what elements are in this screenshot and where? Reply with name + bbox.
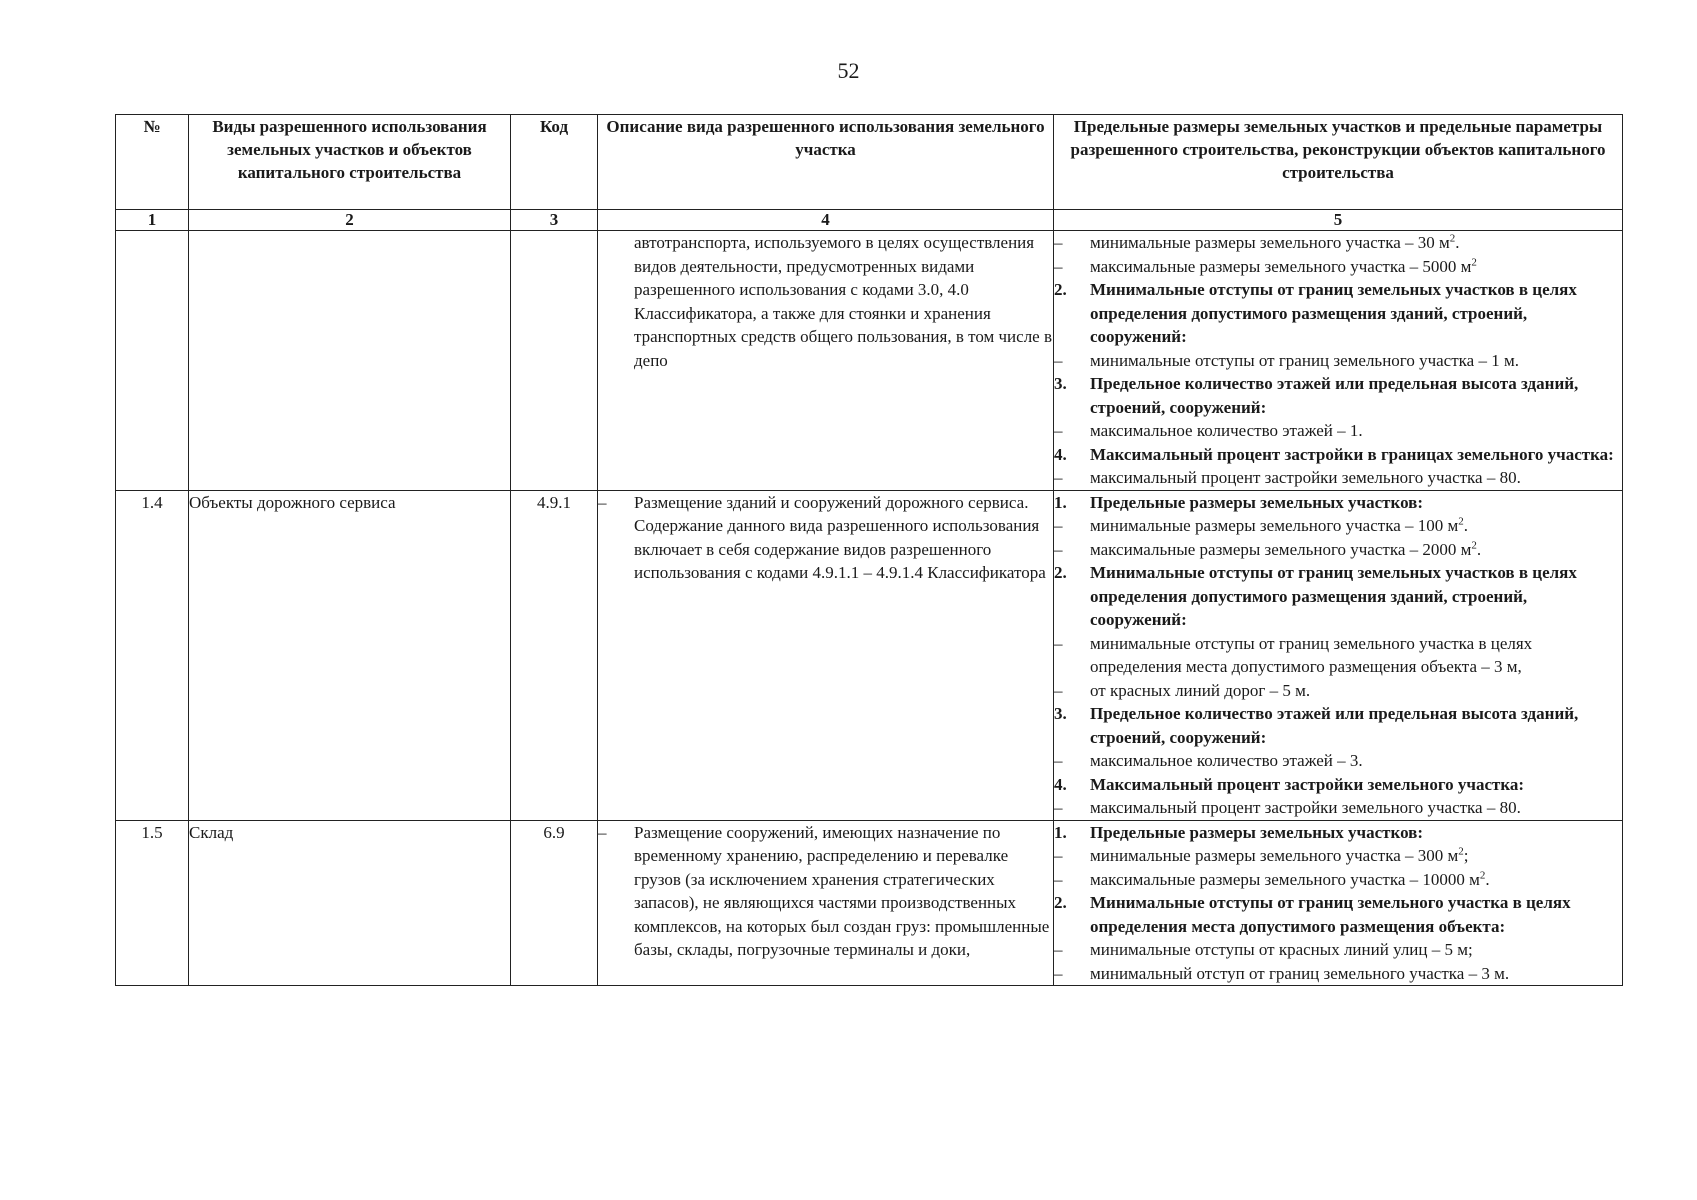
parameter-marker: – bbox=[1054, 846, 1063, 865]
parameter-text bbox=[1090, 561, 1622, 632]
parameter-value: максимальные размеры земельного участка – 10000 м bbox=[1090, 869, 1480, 889]
parameter-marker: 2. bbox=[1054, 280, 1067, 299]
parameter-marker: – bbox=[1054, 633, 1063, 653]
description-dash: – bbox=[598, 492, 607, 512]
parameter-item bbox=[1054, 749, 1622, 773]
row-use-type: Объекты дорожного сервиса bbox=[189, 490, 511, 820]
parameter-heading bbox=[1054, 773, 1622, 797]
parameter-value: максимальные размеры земельного участка – 2000 м bbox=[1090, 539, 1472, 559]
parameter-value: Предельные размеры земельных участков: bbox=[1090, 822, 1424, 842]
parameter-item bbox=[1054, 231, 1622, 255]
column-number-row bbox=[116, 210, 1623, 231]
parameter-text bbox=[1090, 891, 1622, 938]
parameter-value: Предельные размеры земельных участков: bbox=[1090, 492, 1424, 512]
parameter-marker: – bbox=[1054, 468, 1063, 487]
row-number: 1.4 bbox=[116, 490, 189, 820]
parameter-marker: – bbox=[1054, 350, 1063, 370]
parameter-item bbox=[1054, 632, 1622, 679]
unit-superscript: 2 bbox=[1458, 845, 1464, 858]
parameter-punctuation: ; bbox=[1463, 846, 1469, 865]
row-code bbox=[511, 231, 598, 491]
parameter-value: минимальные размеры земельного участка – 30 м bbox=[1090, 233, 1450, 252]
row-number: 1.5 bbox=[116, 820, 189, 986]
parameter-marker: 3. bbox=[1054, 704, 1067, 723]
row-parameters bbox=[1054, 231, 1623, 491]
column-number: 5 bbox=[1054, 210, 1623, 231]
description-text: автотранспорта, используемого в целях осуществления видов деятельности, предусмотренных видами разрешенного использования с кодами 3.0, 4.0 Классификатора, а также для стоянки и хранения транспортных средств общего пользования, в том числе в депо bbox=[634, 233, 1053, 370]
parameter-item bbox=[1054, 514, 1622, 538]
row-description bbox=[598, 820, 1054, 986]
parameter-text bbox=[1090, 349, 1622, 373]
parameter-item bbox=[1054, 868, 1622, 892]
parameter-value: минимальные отступы от границ земельного участка в целях определения места допустимого размещения объекта – 3 м, bbox=[1090, 633, 1533, 676]
parameter-marker: – bbox=[1054, 963, 1063, 983]
row-use-type: Склад bbox=[189, 820, 511, 986]
column-number: 1 bbox=[116, 210, 189, 231]
row-number bbox=[116, 231, 189, 491]
parameter-value: Предельное количество этажей или предельная высота зданий, строений, сооружений: bbox=[1090, 704, 1579, 747]
table-body bbox=[116, 231, 1623, 986]
parameter-heading bbox=[1054, 821, 1622, 845]
parameter-value: Предельное количество этажей или предельная высота зданий, строений, сооружений: bbox=[1090, 374, 1579, 417]
parameter-text bbox=[1090, 702, 1622, 749]
parameter-marker: – bbox=[1054, 256, 1063, 276]
parameter-item bbox=[1054, 962, 1622, 986]
parameter-text bbox=[1090, 514, 1622, 538]
column-number: 2 bbox=[189, 210, 511, 231]
parameter-text bbox=[1090, 868, 1622, 892]
parameter-text bbox=[1090, 419, 1622, 443]
parameter-value: максимальное количество этажей – 3. bbox=[1090, 751, 1363, 770]
parameter-text bbox=[1090, 466, 1622, 490]
header-parameters: Предельные размеры земельных участков и предельные параметры разрешенного строительства, реконструкции объектов капитального строительства bbox=[1054, 115, 1623, 210]
row-description bbox=[598, 231, 1054, 491]
parameter-text bbox=[1090, 278, 1622, 349]
parameter-text bbox=[1090, 231, 1622, 255]
parameter-heading bbox=[1054, 891, 1622, 938]
unit-superscript: 2 bbox=[1471, 255, 1477, 268]
parameter-marker: – bbox=[1054, 539, 1063, 559]
parameter-text bbox=[1090, 938, 1622, 962]
parameter-value: Минимальные отступы от границ земельного участка в целях определения места допустимого размещения объекта: bbox=[1090, 893, 1571, 936]
page-number: 52 bbox=[837, 58, 860, 83]
description-dash: – bbox=[598, 822, 607, 842]
parameter-item bbox=[1054, 466, 1622, 490]
parameter-heading bbox=[1054, 702, 1622, 749]
header-row bbox=[116, 115, 1623, 210]
parameter-value: максимальный процент застройки земельного участка – 80. bbox=[1090, 798, 1521, 817]
unit-superscript: 2 bbox=[1458, 515, 1464, 528]
header-use-types: Виды разрешенного использования земельных участков и объектов капитального строительства bbox=[189, 115, 511, 210]
parameter-value: Минимальные отступы от границ земельных участков в целях определения допустимого размещения зданий, строений, сооружений: bbox=[1090, 563, 1577, 629]
unit-superscript: 2 bbox=[1471, 538, 1477, 551]
parameter-punctuation: . bbox=[1476, 539, 1482, 559]
parameter-text bbox=[1090, 962, 1622, 986]
row-code: 4.9.1 bbox=[511, 490, 598, 820]
column-number: 3 bbox=[511, 210, 598, 231]
parameter-value: минимальные отступы от границ земельного участка – 1 м. bbox=[1090, 350, 1519, 370]
parameter-text bbox=[1090, 773, 1622, 797]
parameter-value: Максимальный процент застройки в границах земельного участка: bbox=[1090, 444, 1614, 464]
parameter-marker: 2. bbox=[1054, 563, 1067, 582]
parameter-marker: – bbox=[1054, 940, 1063, 959]
parameter-value: максимальные размеры земельного участка – 5000 м bbox=[1090, 256, 1472, 276]
parameter-value: от красных линий дорог – 5 м. bbox=[1090, 680, 1311, 700]
column-number: 4 bbox=[598, 210, 1054, 231]
parameter-marker: – bbox=[1054, 869, 1063, 889]
parameter-item bbox=[1054, 796, 1622, 820]
parameter-text bbox=[1090, 443, 1622, 467]
parameter-item bbox=[1054, 255, 1622, 279]
parameter-marker: – bbox=[1054, 421, 1063, 440]
parameter-heading bbox=[1054, 491, 1622, 515]
row-parameters bbox=[1054, 820, 1623, 986]
parameter-marker: 4. bbox=[1054, 444, 1067, 464]
parameter-heading bbox=[1054, 372, 1622, 419]
table-row bbox=[116, 490, 1623, 820]
parameter-text bbox=[1090, 372, 1622, 419]
parameter-marker: – bbox=[1054, 798, 1063, 817]
row-use-type bbox=[189, 231, 511, 491]
parameter-text bbox=[1090, 821, 1622, 845]
description-text: Размещение сооружений, имеющих назначение по временному хранению, распределению и перевалке грузов (за исключением хранения стратегических запасов), не являющихся частями производственных комплексов, на которых был создан груз: промышленные базы, склады, погрузочные терминалы и доки, bbox=[634, 822, 1050, 959]
parameter-text bbox=[1090, 679, 1622, 703]
parameter-value: минимальные отступы от красных линий улиц – 5 м; bbox=[1090, 940, 1473, 959]
table-row bbox=[116, 231, 1623, 491]
header-code: Код bbox=[511, 115, 598, 210]
parameter-punctuation: . bbox=[1463, 516, 1469, 535]
parameter-punctuation: . bbox=[1455, 233, 1460, 252]
description-item bbox=[598, 821, 1053, 962]
parameter-value: максимальный процент застройки земельного участка – 80. bbox=[1090, 468, 1521, 487]
description-item bbox=[598, 491, 1053, 585]
parameter-item bbox=[1054, 679, 1622, 703]
parameter-text bbox=[1090, 538, 1622, 562]
parameter-value: минимальные размеры земельного участка – 100 м bbox=[1090, 516, 1459, 535]
parameter-heading bbox=[1054, 443, 1622, 467]
parameter-marker: 4. bbox=[1054, 774, 1067, 794]
parameter-punctuation: . bbox=[1485, 869, 1490, 889]
parameter-text bbox=[1090, 491, 1622, 515]
parameter-text bbox=[1090, 844, 1622, 868]
parameter-text bbox=[1090, 255, 1622, 279]
parameter-value: Минимальные отступы от границ земельных участков в целях определения допустимого размещения зданий, строений, сооружений: bbox=[1090, 280, 1577, 346]
parameter-item bbox=[1054, 419, 1622, 443]
parameter-text bbox=[1090, 796, 1622, 820]
parameter-text bbox=[1090, 749, 1622, 773]
parameter-value: минимальный отступ от границ земельного участка – 3 м. bbox=[1090, 963, 1510, 983]
parameter-heading bbox=[1054, 278, 1622, 349]
description-text: Размещение зданий и сооружений дорожного сервиса. Содержание данного вида разрешенного использования включает в себя содержание видов разрешенного использования с кодами 4.9.1.1 – 4.9.1.4 Классификатора bbox=[634, 492, 1046, 582]
parameter-marker: 1. bbox=[1054, 822, 1067, 842]
row-description bbox=[598, 490, 1054, 820]
parameter-marker: – bbox=[1054, 751, 1063, 770]
row-code: 6.9 bbox=[511, 820, 598, 986]
parameter-value: Максимальный процент застройки земельного участка: bbox=[1090, 774, 1525, 794]
parameter-marker: 2. bbox=[1054, 893, 1067, 912]
parameter-marker: – bbox=[1054, 516, 1063, 535]
parameter-item bbox=[1054, 538, 1622, 562]
parameter-value: максимальное количество этажей – 1. bbox=[1090, 421, 1363, 440]
parameter-marker: 3. bbox=[1054, 374, 1067, 393]
parameter-marker: – bbox=[1054, 233, 1063, 252]
parameter-item bbox=[1054, 938, 1622, 962]
table-row bbox=[116, 820, 1623, 986]
parameter-marker: – bbox=[1054, 680, 1063, 700]
parameter-marker: 1. bbox=[1054, 492, 1067, 512]
header-description: Описание вида разрешенного использования земельного участка bbox=[598, 115, 1054, 210]
unit-superscript: 2 bbox=[1479, 868, 1486, 881]
header-number: № bbox=[116, 115, 189, 210]
parameter-value: минимальные размеры земельного участка – 300 м bbox=[1090, 846, 1459, 865]
parameter-item bbox=[1054, 349, 1622, 373]
parameter-heading bbox=[1054, 561, 1622, 632]
parameter-item bbox=[1054, 844, 1622, 868]
parameter-text bbox=[1090, 632, 1622, 679]
row-parameters bbox=[1054, 490, 1623, 820]
land-use-table bbox=[115, 114, 1623, 986]
unit-superscript: 2 bbox=[1449, 232, 1456, 245]
